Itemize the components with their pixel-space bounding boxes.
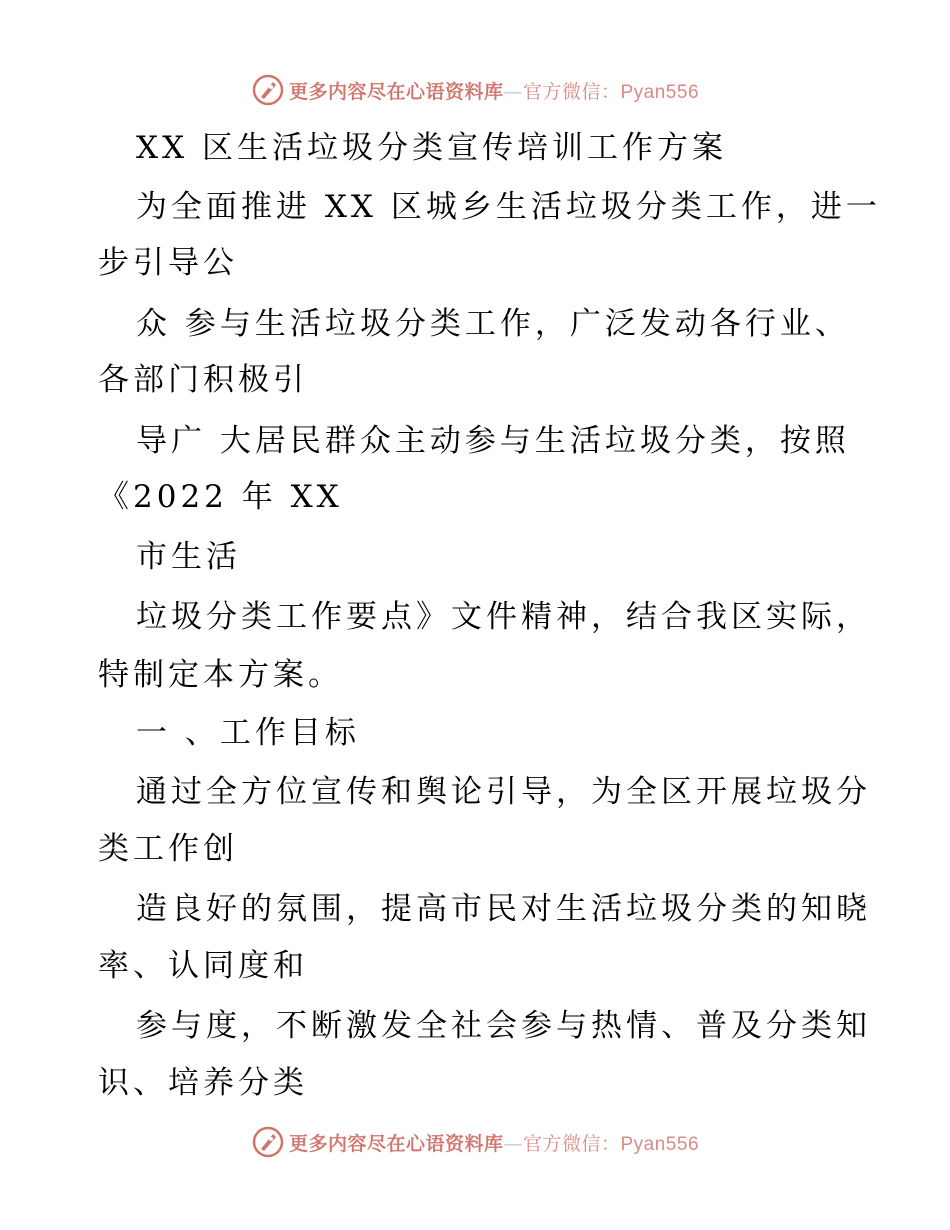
paragraph-line: 特制定本方案。 [98, 657, 343, 693]
watermark-separator: — [503, 1132, 523, 1155]
paragraph-line: 通过全方位宣传和舆论引导，为全区开展垃圾分 [136, 774, 871, 810]
paragraph-line: 《2022 年 XX [98, 479, 343, 515]
watermark-separator: — [503, 80, 523, 103]
paragraph-line: 步引导公 [98, 245, 238, 281]
section-heading: 一 、工作目标 [136, 715, 360, 751]
paragraph-line: 垃圾分类工作要点》文件精神，结合我区实际， [136, 599, 871, 635]
document-title: XX 区生活垃圾分类宣传培训工作方案 [136, 130, 727, 166]
watermark-label: 官方微信： [522, 1132, 621, 1155]
watermark-id: Pyan556 [620, 1133, 700, 1155]
watermark-footer [0, 1122, 950, 1162]
paragraph-line: 导广 大居民群众主动参与生活垃圾分类，按照 [136, 423, 850, 459]
paragraph-line: 率、认同度和 [98, 948, 308, 984]
paragraph-line: 为全面推进 XX 区城乡生活垃圾分类工作，进一 [136, 189, 881, 225]
paragraph-line: 参与度，不断激发全社会参与热情、普及分类知 [136, 1008, 871, 1044]
paragraph-line: 众 参与生活垃圾分类工作，广泛发动各行业、 [136, 306, 850, 342]
watermark-main: 更多内容尽在心语资料库 [288, 80, 504, 103]
watermark-id: Pyan556 [620, 81, 700, 103]
paragraph-line: 类工作创 [98, 831, 238, 867]
watermark-text [289, 1129, 699, 1156]
pen-nib-circle-icon [251, 1125, 285, 1159]
paragraph-line: 各部门积极引 [98, 362, 308, 398]
watermark-main: 更多内容尽在心语资料库 [288, 1132, 504, 1155]
paragraph-line: 造良好的氛围，提高市民对生活垃圾分类的知晓 [136, 891, 871, 927]
paragraph-line: 市生活 [136, 539, 241, 575]
paragraph-line: 识、培养分类 [98, 1065, 308, 1101]
watermark-label: 官方微信： [522, 80, 621, 103]
